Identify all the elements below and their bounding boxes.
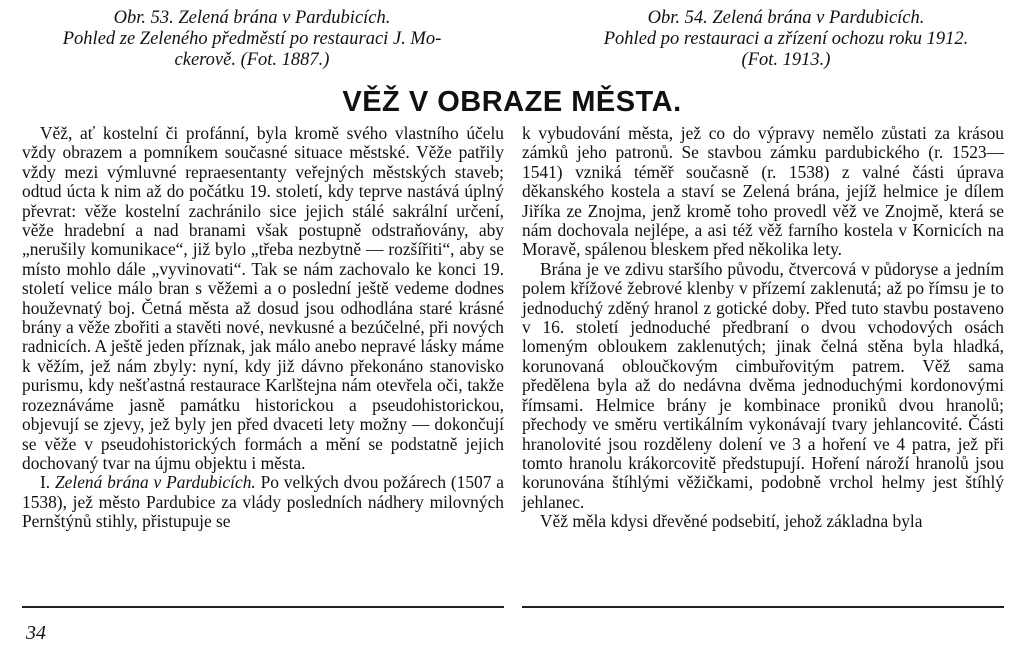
paragraph-text: Po velkých dvou požárech (1507 a 1538), jež město Pardubice za vlády posledních nádhery milovných Pernštýnů stihly, přistupuje se [22,472,504,532]
paragraph [22,473,504,531]
caption-line: Pohled po restauraci a zřízení ochozu roku 1912. [603,29,969,49]
footer-rule-right [522,606,1004,608]
caption-line: Pohled ze Zeleného předměstí po restauraci J. Mo- [62,29,442,49]
text-column-left [22,124,504,532]
caption-line: Obr. 53. Zelená brána v Pardubicích. [113,8,391,28]
footer-rule-left [22,606,504,608]
section-number: I. [40,472,55,493]
paragraph: k vybudování města, jež co do výpravy nemělo zůstati za krásou zámků jeho patronů. Se stavbou zámku pardubického (r. 1523—1541) vzniká téměř současně (r. 1538) z valné části úprava děkanského kostela a staví se Zelená brána, jejíž helmice je dílem Jiříka ze Znojma, jenž kromě toho provedl věž ve Znojmě, která se nám dochovala nejlépe, a asi též věž farního kostela v Kornicích na Moravě, spálenou bleskem před několika lety. [522,123,1004,260]
caption-figure-54 [556,8,1016,71]
paragraph: Brána je ve zdivu staršího původu, čtvercová v půdoryse a jedním polem křížové žebrové klenby v přízemí zaklenutá; až po římsu je to jednoduchý zděný hranol z gotické doby. Před tuto stavbu postaveno v 16. století jednoduché předbraní o dvou vchodových osách lomeným obloukem zaklenutých; jinak čelná stěna byla hladká, korunovaná obloučkovým cimbuřovitým patrem. Věž sama předělena byla až do nedávna dvěma jednoduchými kordonovými římsami. Helmice brány je kombinace proniků dvou hranolů; přechody ve směru vertikálním vykonávají tvary jehlancovité. Části hranolovité jsou rozděleny dolení ve 3 a hoření ve 4 patra, jež při tomto hranolu krákorcovitě předstupují. Hoření nároží hranolů jsou korunována štíhlými věžičkami, podobně vrchol helmy jest štíhlý jehlanec. [522,258,1004,512]
caption-line: Obr. 54. Zelená brána v Pardubicích. [647,8,925,28]
text-column-right [522,124,1004,532]
section-title: VĚŽ V OBRAZE MĚSTA. [342,86,682,118]
page-number: 34 [26,622,46,644]
paragraph: Věž měla kdysi dřevěné podsebití, jehož základna byla [540,511,923,532]
caption-figure-53 [22,8,482,71]
caption-line: ckerově. (Fot. 1887.) [174,50,330,70]
caption-line: (Fot. 1913.) [741,50,831,70]
section-heading-italic: Zelená brána v Pardubicích. [54,472,256,493]
paragraph: Věž, ať kostelní či profánní, byla kromě svého vlastního účelu vždy obrazem a pomníkem současné situace městské. Věže patřily vždy mezi výmluvné repraesentanty veřejných městských staveb; odtud úcta k nim až do počátku 19. století, kdy teprve nastává úplný převrat: věže kostelní zachránilo sice jejich stálé sakrální určení, věže hradební a nad branami však postupně odstraňovány, aby „nerušily komunikace“, již bylo „třeba nezbytně — rozšířiti“, aby se místo mohlo dále „vyvinovati“. Tak se nám zachovalo ke konci 19. století velice málo bran s věžemi a o poslední ještě vedeme dodnes houževnatý boj. Četná města až dosud jsou odhodlána staré krásné brány a věže zbořiti a stavěti nové, nevkusné a bezúčelné, při nových radnicích. A ještě jeden příznak, jak málo anebo nepravé lásky máme k věžím, jež nám zbyly: nyní, kdy již dávno překonáno stanovisko purismu, kdy nešťastná restaurace Karlštejna nám otevřela oči, takže rozeznáváme jasně památku historickou a pseudohistorickou, objevují se zjevy, jež byly jen před dvaceti lety možny — dokončují se věže v pseudohistorických formách a mění se podstatně jejich dochovaný tvar na újmu objektu i města. [22,123,504,473]
